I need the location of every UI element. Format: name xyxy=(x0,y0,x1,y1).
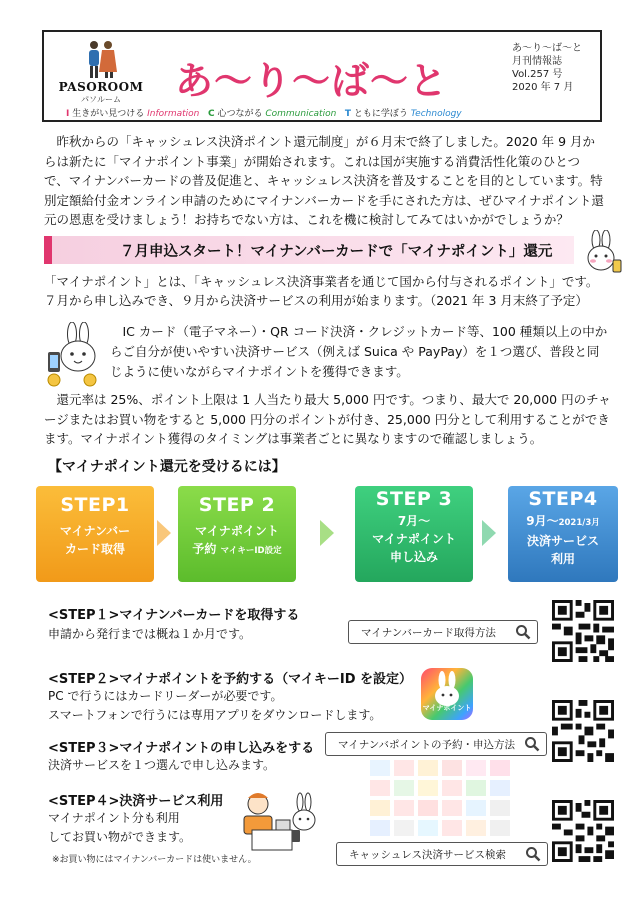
definition-line-2: ７月から申し込みでき、９月から決済サービスの利用が始まります。（2021 年 3 月末終了予定） xyxy=(44,293,588,308)
step-2-detail-1: PC で行うにはカードリーダーが必要です。 xyxy=(48,689,283,703)
tagline-i-text: 生きがい見つける xyxy=(72,109,145,119)
app-label: マイナポイント xyxy=(422,704,472,712)
step-4-line-1: 9月〜 xyxy=(526,514,559,528)
issue-info xyxy=(512,42,602,94)
step-2-line-2: 予約 xyxy=(192,542,217,556)
mynapoint-description: IC カード（電子マネー）・QR コード決済・クレジットカード等、100 種類以上の中からご自分が使いやすい決済サービス（例えば Suica や PayPay）を１つ選び、普段と同じように使いながらマイナポイントを獲得できます。 xyxy=(110,324,608,379)
step-2-heading: <STEP２>マイナポイントを予約する（マイキーID を設定） xyxy=(48,672,413,687)
mynapoint-definition xyxy=(44,272,619,310)
step-4-title: STEP4 xyxy=(528,488,598,510)
step-3-line-1: 7月〜 xyxy=(397,514,431,528)
search-box-label: マイナンバポイントの予約・申込方法 xyxy=(338,739,516,751)
step-2-text xyxy=(178,522,296,560)
search-box-cashless-services[interactable] xyxy=(336,842,548,866)
issue-volume: Vol.257 号 xyxy=(512,69,563,80)
search-box-label: キャッシュレス決済サービス検索 xyxy=(349,849,506,861)
qr-code-icon[interactable] xyxy=(552,800,614,862)
step-3-line-3: 申し込み xyxy=(389,550,438,564)
step-4-line-2: 決済サービス xyxy=(526,534,599,548)
intro-paragraph: 昨秋からの「キャッシュレス決済ポイント還元制度」が６月末で終了しました。2020 年 9 月からは新たに「マイナポイント事業」が開始されます。これは国が実施する消費活性化策のひとつで、マイナンバーカードの普及促進と、キャッシュレス決済を普及することを目的としています。特別定額給付金オンライン申請のためにマイナンバーカードを手にされた方は、ぜひマイナポイント還元の恩恵を受けましょう！お持ちでない方は、これを機に検討してみてはいかがでしょうか？ xyxy=(44,134,604,227)
search-box-label: マイナンバーカード取得方法 xyxy=(361,627,496,639)
logo-couple-icon xyxy=(84,40,118,80)
step-1-detail: 申請から発行までは概ね１か月です。 xyxy=(48,627,252,641)
step-3-line-2: マイナポイント xyxy=(372,532,456,546)
step-2-small: マイキーID設定 xyxy=(220,546,282,556)
issue-type: 月刊情報誌 xyxy=(512,56,562,67)
logo-kana: パソルーム xyxy=(81,95,121,104)
tagline-i-en: Information xyxy=(147,109,200,119)
search-icon xyxy=(524,736,540,752)
tagline xyxy=(66,106,596,119)
search-box-card-acquisition[interactable] xyxy=(348,620,538,644)
step-1-line-2: カード取得 xyxy=(64,542,125,556)
step-arrow xyxy=(157,520,171,546)
section-banner-title: ７月申込スタート！マイナンバーカードで「マイナポイント」還元 xyxy=(120,244,553,260)
definition-line-1: 「マイナポイント」とは、「キャッシュレス決済事業者を通じて国から付与されるポイント」です。 xyxy=(44,274,599,289)
tagline-t-en: Technology xyxy=(410,109,462,119)
qr-code-icon[interactable] xyxy=(552,600,614,662)
step-2-title: STEP 2 xyxy=(198,494,276,516)
tagline-t-text: ともに学ぼう xyxy=(353,109,408,119)
tagline-c-text: 心つながる xyxy=(217,109,263,119)
tagline-i-letter: I xyxy=(66,109,70,119)
step-arrow xyxy=(482,520,496,546)
step-1-box xyxy=(36,486,154,582)
step-1-title: STEP1 xyxy=(60,494,130,516)
step-4-detail-1: マイナポイント分も利用 xyxy=(48,811,180,825)
search-box-reservation[interactable] xyxy=(325,732,547,756)
step-4-detail-2: してお買い物ができます。 xyxy=(48,830,192,844)
shopping-illustration xyxy=(238,790,322,856)
steps-heading: 【マイナポイント還元を受けるには】 xyxy=(48,459,286,475)
step-2-line-1: マイナポイント xyxy=(195,524,279,538)
rabbit-mascot-icon xyxy=(580,230,624,276)
step-2-detail-2: スマートフォンで行うには専用アプリをダウンロードします。 xyxy=(48,708,382,722)
issue-name: あ〜り〜ば〜と xyxy=(512,43,582,54)
step-2-box xyxy=(178,486,296,582)
step-1-text xyxy=(36,522,154,558)
rabbit-with-phone-icon xyxy=(44,322,106,388)
step-1-line-1: マイナンバー xyxy=(59,524,131,538)
step-3-box xyxy=(355,486,473,582)
step-4-small: 2021/3月 xyxy=(558,518,600,528)
step-1-heading: <STEP１>マイナンバーカードを取得する xyxy=(48,608,300,623)
payment-logo-grid xyxy=(370,760,510,836)
tagline-c-letter: C xyxy=(207,109,215,119)
step-4-box xyxy=(508,486,618,582)
reward-rate-paragraph: 還元率は 25%、ポイント上限は 1 人当たり最大 5,000 円です。つまり、最大で 20,000 円のチャージまたはお買い物をすると 5,000 円分のポイントが付き、25,000 円分として利用することができます。マイナポイント獲得のタイミングは事業者ごとに異なりますので確認しましょう。 xyxy=(44,392,611,446)
search-icon xyxy=(525,846,541,862)
qr-code-icon[interactable] xyxy=(552,700,614,762)
tagline-c-en: Communication xyxy=(265,109,337,119)
step-4-line-3: 利用 xyxy=(550,552,575,566)
step-4-heading: <STEP４>決済サービス利用 xyxy=(48,794,224,809)
step-3-text xyxy=(355,512,473,566)
logo-name: PASOROOM xyxy=(58,80,144,94)
step-arrow xyxy=(320,520,334,546)
payment-services-logos xyxy=(370,760,520,836)
step-3-title: STEP 3 xyxy=(375,488,453,510)
newsletter-title: あ〜り〜ば〜と xyxy=(175,59,449,103)
step-3-heading: <STEP３>マイナポイントの申し込みをする xyxy=(48,741,315,756)
footnote: ※お買い物にはマイナンバーカードは使いません。 xyxy=(52,855,257,865)
tagline-t-letter: T xyxy=(344,109,352,119)
step-3-detail: 決済サービスを１つ選んで申し込みます。 xyxy=(48,758,276,772)
step-4-text xyxy=(508,512,618,568)
issue-date: 2020 年 7 月 xyxy=(512,82,574,93)
search-icon xyxy=(515,624,531,640)
app-rabbit-icon xyxy=(421,668,473,708)
